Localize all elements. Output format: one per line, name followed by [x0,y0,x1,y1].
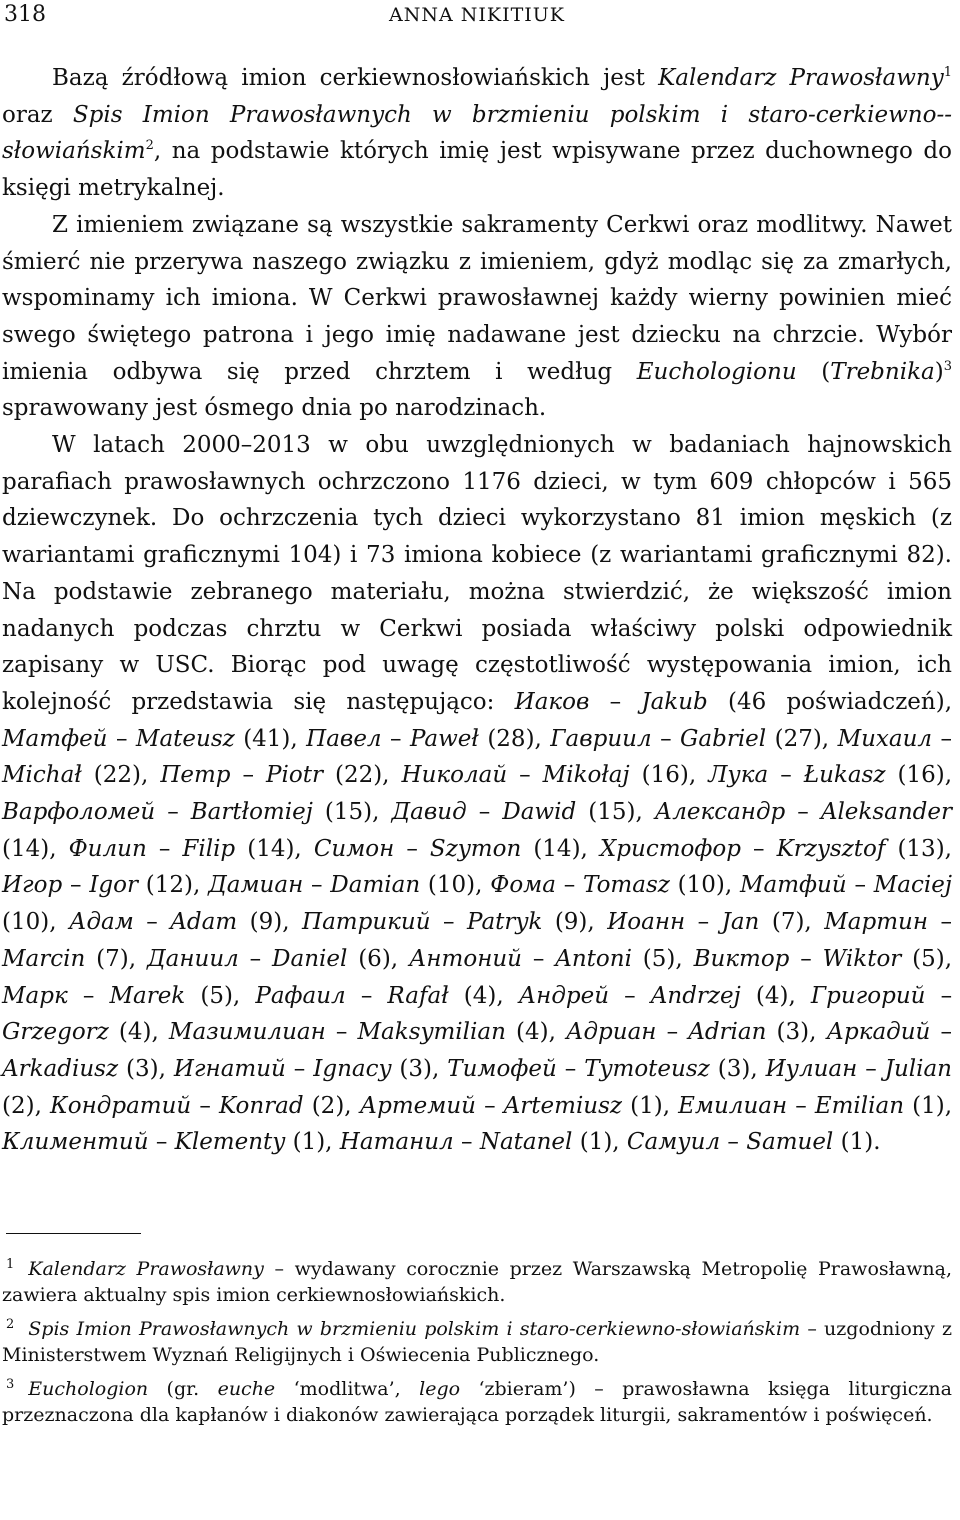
name-dash: – [155,799,191,826]
name-dash: – [146,835,183,862]
name-cyrillic: Патрикий [302,909,431,936]
name-polish: Filip [182,835,236,862]
name-dash: – [857,1055,885,1082]
name-cyrillic: Рафаил [255,982,346,1009]
name-polish: Damian [330,872,421,899]
name-dash: – [148,1129,175,1156]
name-count: (13), [885,835,952,862]
name-cyrillic: Александр [654,799,786,826]
name-count: (14), [235,835,314,862]
name-count: (9), [237,909,303,936]
name-cyrillic: Фома [490,872,556,899]
name-cyrillic: Даниил [146,945,239,972]
name-polish: Maksymilian [357,1019,506,1046]
name-dash: – [430,909,467,936]
name-dash: – [285,1055,314,1082]
name-count: (7), [759,909,825,936]
name-count: (16), [885,762,953,789]
name-cyrillic: Игнатий [173,1055,286,1082]
name-dash: – [740,835,777,862]
page-number: 318 [4,2,46,27]
name-count: (1). [833,1129,881,1156]
name-cyrillic: Кондратий [50,1092,192,1119]
name-cyrillic: Григорий [810,982,926,1009]
name-polish: Krzysztof [776,835,886,862]
name-dash: – [230,762,267,789]
name-cyrillic: Варфоломей [2,799,156,826]
name-dash: – [555,872,584,899]
name-cyrillic: Артемий [359,1092,476,1119]
name-polish: Klementy [174,1129,286,1156]
name-dash: – [381,725,410,752]
name-polish: Ignacy [313,1055,392,1082]
name-count: (4), [505,1019,567,1046]
name-count: (7), [85,945,147,972]
name-polish: Mateusz [135,725,235,752]
name-count: (3), [709,1055,766,1082]
name-count: (1), [622,1092,679,1119]
name-polish: Marcin [2,945,86,972]
name-cyrillic: Иаков [514,688,590,715]
name-count: (3), [391,1055,448,1082]
name-count: (22), [81,762,161,789]
name-dash: – [453,1129,480,1156]
name-dash: – [785,799,821,826]
name-cyrillic: Филип [68,835,147,862]
name-dash: – [325,1019,358,1046]
name-dash: – [191,1092,219,1119]
name-count: (5), [185,982,256,1009]
footnote-ref-1[interactable]: 1 [943,65,952,80]
name-cyrillic: Иулиан [765,1055,858,1082]
name-polish: Dawid [502,799,577,826]
name-dash: – [928,909,952,936]
name-cyrillic: Тимофей [447,1055,557,1082]
name-cyrillic: Андрей [518,982,610,1009]
name-cyrillic: Адриан [566,1019,657,1046]
name-polish: Rafał [387,982,449,1009]
footnote-ref-2[interactable]: 2 [145,138,154,154]
name-polish: Jakub [641,688,708,715]
name-dash: – [685,909,722,936]
name-polish: Tomasz [583,872,670,899]
footnote-ref-3[interactable]: 3 [943,358,952,374]
name-cyrillic: Марк [2,982,68,1009]
name-polish: Igor [89,872,138,899]
name-cyrillic: Адам [69,909,134,936]
footnote-3: $^3$ Euchologion (gr. euche ‘modlitwa’, lego ‘zbieram’) – prawosławna księga liturgiczna przeznaczona dla kapłanów i diakonów zawierająca porządek liturgii, sakramentów i poświęceń. [2,1377,952,1427]
running-title: ANNA NIKITIUK [389,4,565,26]
name-dash: – [522,945,556,972]
name-count: (46 poświadczeń), [707,688,953,715]
name-polish: Artemiusz [503,1092,623,1119]
name-polish: Antoni [555,945,632,972]
name-cyrillic: Михаил [837,725,933,752]
name-polish: Adam [170,909,238,936]
name-dash: – [609,982,651,1009]
name-count: (9), [542,909,608,936]
name-cyrillic: Дамиан [208,872,304,899]
name-polish: Andrzej [650,982,741,1009]
name-count: (16), [629,762,709,789]
name-polish: Konrad [218,1092,304,1119]
name-dash: – [656,1019,689,1046]
name-cyrillic: Мартин [824,909,928,936]
name-dash: – [846,872,874,899]
name-count: (10), [669,872,740,899]
name-count: (4), [740,982,811,1009]
name-polish: Marek [109,982,186,1009]
name-dash: – [507,762,543,789]
name-polish: Bartłomiej [190,799,313,826]
footnote-1: $^1$ Kalendarz Prawosławny – wydawany corocznie przez Warszawską Metropolię Prawosławną, zawiera aktualny spis imion cerkiewnosłowiańskich. [2,1257,952,1307]
name-dash: – [789,945,823,972]
name-dash: – [556,1055,585,1082]
name-count: (3), [118,1055,174,1082]
name-dash: – [394,835,430,862]
name-count: (4), [108,1019,169,1046]
name-count: (1), [285,1129,340,1156]
name-polish: Maciej [873,872,952,899]
name-dash: – [930,1019,952,1046]
name-dash: – [932,725,953,752]
name-polish: Adrian [688,1019,767,1046]
name-cyrillic: Петр [160,762,231,789]
name-polish: Michał [2,762,82,789]
name-cyrillic: Симон [313,835,395,862]
name-polish: Emilian [814,1092,905,1119]
name-count: (5), [901,945,953,972]
name-count: (10), [2,909,70,936]
name-count: (3), [766,1019,827,1046]
name-polish: Aleksander [820,799,953,826]
paragraph-sacraments: Z imieniem związane są wszystkie sakramenty Cerkwi oraz modlitwy. Nawet śmierć nie przerywa naszego związku z imieniem, gdyż modląc się za zmarłych, wspominamy ich imiona. W Cerkwi prawosławnej każdy wierny powinien mieć swego świętego patrona i jego imię nadawane jest dziecku na chrzcie. Wybór imienia odbywa się przed chrztem i według Euchologionu (Trebnika)$^3$ sprawowany jest ósmego dnia po narodzinach. [2,211,952,422]
footnotes [2,1252,952,1428]
paragraph-statistics: W latach 2000–2013 w obu uwzględnionych w badaniach hajnowskich parafiach prawosławnych ochrzczono 1176 dzieci, w tym 609 chłopców i 565 dziewczynek. Do ochrzczenia tych dzieci wykorzystano 81 imion męskich (z wariantami graficznymi 104) i 73 imiona kobiece (z wariantami graficznymi 82). Na podstawie zebranego materiału, można stwierdzić, że większość imion nadanych podczas chrztu w Cerkwi posiada właściwy polski odpowiednik zapisany w USC. Biorąc pod uwagę częstotliwość występowania imion, ich kolejność przedstawia się następująco: Иаков – Jakub (46 poświadczeń), Матфей – Mateusz (41), Павел – Paweł (28), Гавриил – Gabriel (27), Михаил – Michał (22), Петр – Piotr (22), Николай – Mikołaj (16), Лука – Łukasz (16), Варфоломей – Bartłomiej (15), Давид – Dawid (15), Александр – Aleksander (14), Филип – Filip (14), Симон – Szymon (14), Христофор – Krzysztof (13), Игор – Igor (12), Дамиан – Damian (10), Фома – Tomasz (10), Матфий – Maciej (10), Адам – Adam (9), Патрикий – Patryk (9), Иоанн – Jan (7), Мартин – Marcin (7), Даниил – Daniel (6), Антоний – Antoni (5), Виктор – Wiktor (5), Марк – Marek (5), Рафаил – Rafał (4), Андрей – Andrzej (4), Григорий – Grzegorz (4), Мазимилиан – Maksymilian (4), Адриан – Adrian (3), Аркадий – Arkadiusz (3), Игнатий – Ignacy (3), Тимофей – Tymoteusz (3), Иулиан – Julian (2), Кондратий – Konrad (2), Артемий – Artemiusz (1), Емилиан – Emilian (1), Климентий – Klementy (1), Натанил – Natanel (1), Самуил – Samuel (1). [2,432,953,1156]
name-dash: – [303,872,331,899]
name-count: (2), [2,1092,50,1119]
name-dash: – [62,872,90,899]
name-polish: Grzegorz [2,1019,109,1046]
name-cyrillic: Матфей [2,725,108,752]
name-count: (4), [448,982,519,1009]
name-polish: Szymon [429,835,522,862]
name-count: (14), [2,835,69,862]
name-count: (15), [576,799,655,826]
name-cyrillic: Христофор [599,835,741,862]
name-dash: – [107,725,136,752]
name-cyrillic: Лука [708,762,769,789]
name-polish: Daniel [272,945,348,972]
name-count: (22), [322,762,402,789]
name-cyrillic: Аркадий [826,1019,931,1046]
name-count: (14), [521,835,600,862]
name-dash: – [345,982,388,1009]
name-cyrillic: Виктор [693,945,790,972]
name-dash: – [133,909,171,936]
name-polish: Paweł [409,725,479,752]
name-count: (15), [312,799,392,826]
name-cyrillic: Гавриил [550,725,652,752]
name-list [2,689,952,1155]
name-count: (5), [631,945,694,972]
name-count: (1), [904,1092,953,1119]
body-text [2,60,952,1161]
name-cyrillic: Иоанн [607,909,686,936]
name-cyrillic: Мазимилиан [168,1019,326,1046]
name-polish: Julian [884,1055,952,1082]
name-cyrillic: Николай [401,762,508,789]
name-dash: – [651,725,681,752]
name-cyrillic: Натанил [339,1129,454,1156]
name-count: (10), [420,872,491,899]
name-dash: – [768,762,804,789]
name-polish: Natanel [479,1129,573,1156]
name-cyrillic: Емилиан [678,1092,788,1119]
name-count: (28), [478,725,551,752]
name-dash: – [475,1092,504,1119]
name-count: (6), [347,945,409,972]
name-polish: Gabriel [680,725,767,752]
name-count: (2), [303,1092,360,1119]
name-dash: – [466,799,503,826]
name-cyrillic: Давид [391,799,467,826]
name-polish: Piotr [266,762,323,789]
name-cyrillic: Антоний [408,945,522,972]
name-dash: – [589,688,642,715]
name-count: (41), [234,725,307,752]
name-dash: – [238,945,273,972]
name-cyrillic: Самуил [626,1129,721,1156]
name-cyrillic: Павел [306,725,382,752]
name-cyrillic: Матфий [739,872,847,899]
name-polish: Arkadiusz [2,1055,119,1082]
name-polish: Wiktor [822,945,902,972]
name-count: (27), [766,725,838,752]
name-polish: Samuel [746,1129,834,1156]
footnote-rule [6,1233,141,1234]
name-count: (12), [137,872,209,899]
name-polish: Patryk [467,909,543,936]
name-polish: Mikołaj [542,762,630,789]
name-dash: – [67,982,110,1009]
name-polish: Tymoteusz [584,1055,710,1082]
running-head [2,0,952,30]
paragraph-sources: Bazą źródłową imion cerkiewnosłowiańskich jest Kalendarz Prawosławny$^1$ oraz Spis Imion Prawosławnych w brzmieniu polskim i staro-cerkiewno--słowiańskim$^2$, na podstawie których imię jest wpisywane przez duchownego do księgi metrykalnej. [2,65,953,202]
name-cyrillic: Игор [2,872,63,899]
name-dash: – [720,1129,747,1156]
name-cyrillic: Климентий [2,1129,149,1156]
name-polish: Łukasz [803,762,886,789]
name-dash: – [787,1092,815,1119]
name-dash: – [925,982,953,1009]
footnote-2: $^2$ Spis Imion Prawosławnych w brzmieniu polskim i staro-cerkiewno-słowiańskim – uzgodniony z Ministerstwem Wyznań Religijnych i Oświecenia Publicznego. [2,1317,952,1367]
name-polish: Jan [721,909,760,936]
name-count: (1), [572,1129,627,1156]
